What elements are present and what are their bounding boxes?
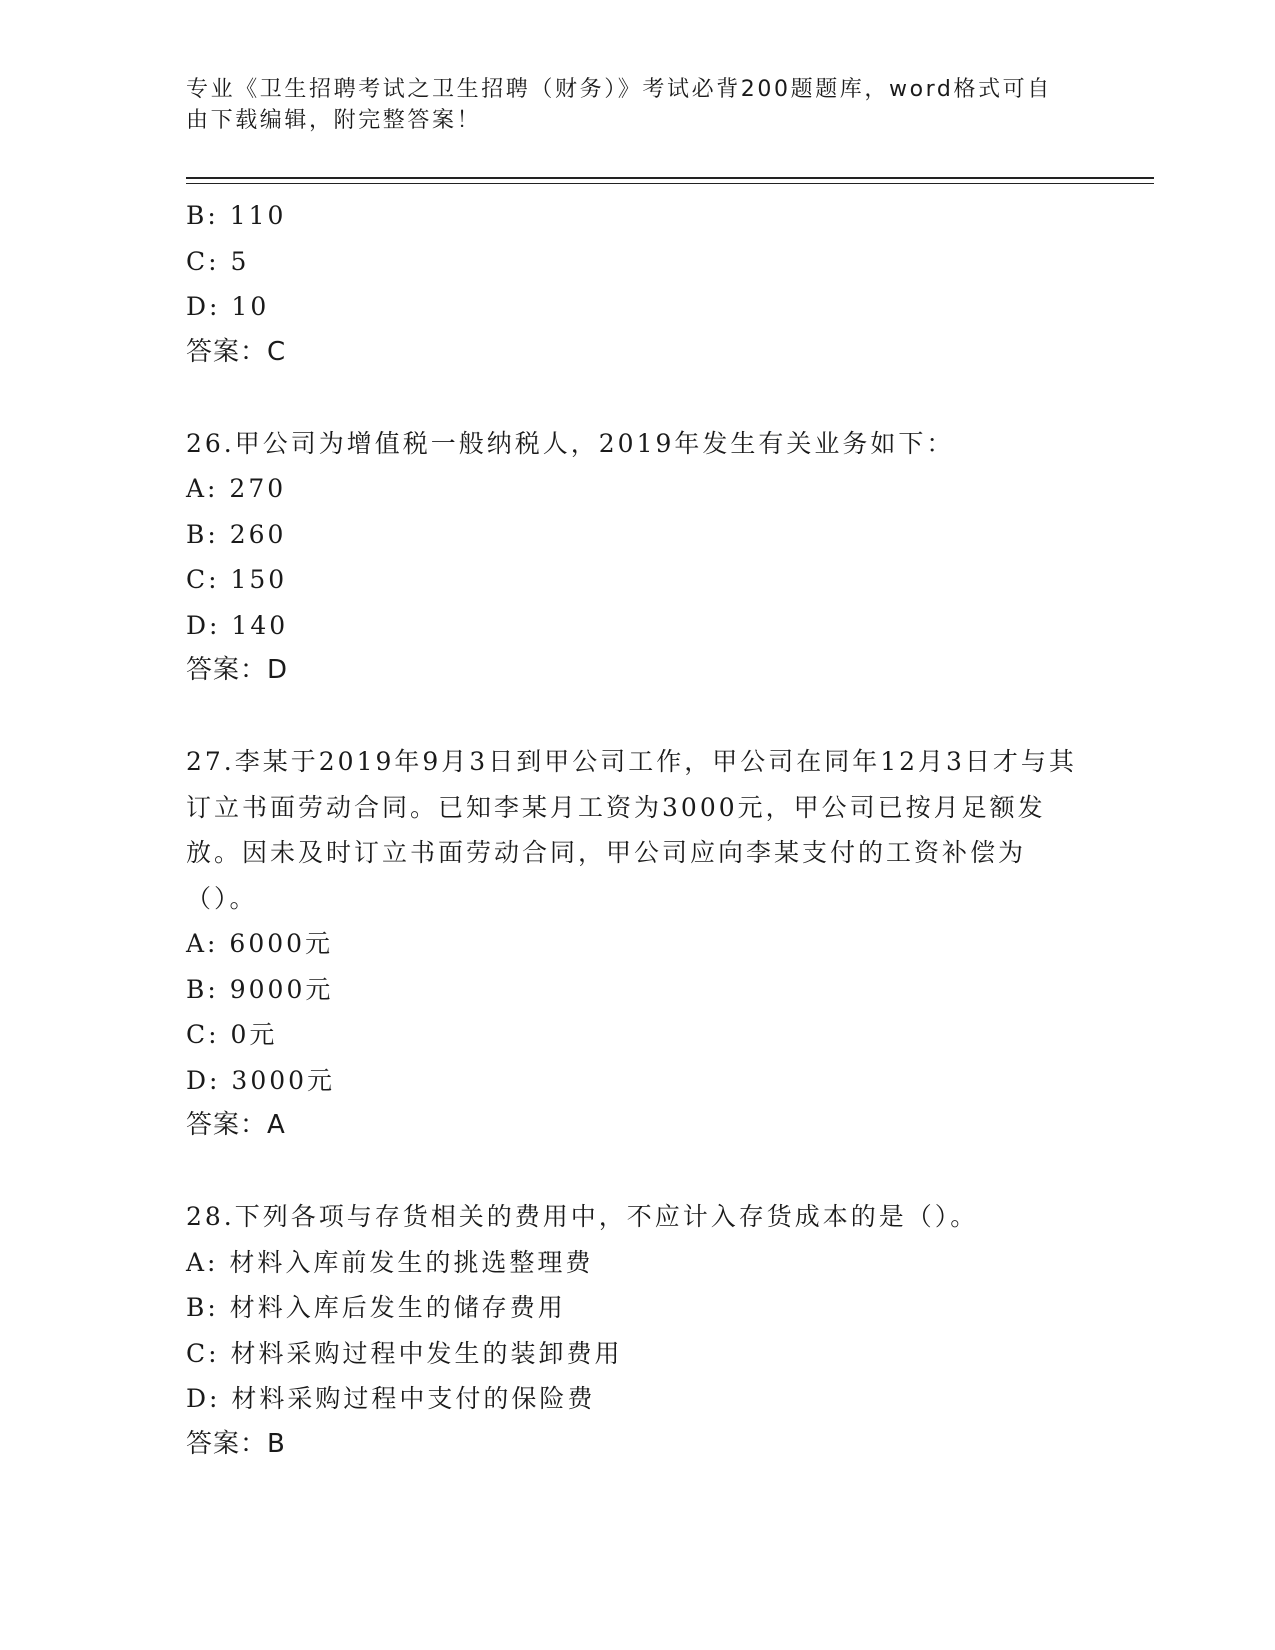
question-stem: 27.李某于2019年9月3日到甲公司工作，甲公司在同年12月3日才与其订立书面劳动合同。已知李某月工资为3000元，甲公司已按月足额发放。因未及时订立书面劳动合同，甲公司应向李某支付的工资补偿为（）。 xyxy=(186,747,1077,913)
question-stem: 26.甲公司为增值税一般纳税人，2019年发生有关业务如下： xyxy=(186,428,955,458)
question-stem: 28.下列各项与存货相关的费用中，不应计入存货成本的是（）。 xyxy=(186,1202,979,1231)
option-c: C: 5 xyxy=(186,246,250,276)
spacer xyxy=(186,694,1086,740)
answer-line: 答案：D xyxy=(186,655,289,685)
spacer xyxy=(186,375,1086,421)
header-divider-thin xyxy=(186,183,1154,184)
option-c: C: 150 xyxy=(186,565,288,594)
option-a: A: 6000元 xyxy=(186,929,334,958)
option-d: D: 3000元 xyxy=(186,1065,336,1095)
question-28 xyxy=(186,1194,1086,1467)
option-b: B: 260 xyxy=(186,519,287,549)
option-c: C: 0元 xyxy=(186,1020,278,1049)
option-b: B: 110 xyxy=(186,201,287,230)
answer-line: 答案：B xyxy=(186,1428,286,1459)
option-c: C: 材料采购过程中发生的装卸费用 xyxy=(186,1338,623,1368)
document-header: 专业《卫生招聘考试之卫生招聘（财务）》考试必背200题题库，word格式可自由下载编辑，附完整答案！ xyxy=(186,77,1052,133)
answer-line: 答案：C xyxy=(186,336,287,367)
answer-line: 答案：A xyxy=(186,1110,286,1140)
option-d: D: 140 xyxy=(186,610,289,640)
header-divider-thick xyxy=(186,177,1154,179)
spacer xyxy=(186,1149,1086,1195)
question-27 xyxy=(186,739,1086,1149)
option-b: B: 材料入库后发生的储存费用 xyxy=(186,1293,566,1322)
question-26 xyxy=(186,421,1086,694)
option-a: A: 270 xyxy=(186,474,287,503)
option-a: A: 材料入库前发生的挑选整理费 xyxy=(186,1247,594,1277)
option-b: B: 9000元 xyxy=(186,974,334,1004)
option-d: D: 10 xyxy=(186,292,270,321)
option-d: D: 材料采购过程中支付的保险费 xyxy=(186,1384,596,1413)
question-25-continued xyxy=(186,193,1086,375)
question-list xyxy=(186,193,1086,1467)
